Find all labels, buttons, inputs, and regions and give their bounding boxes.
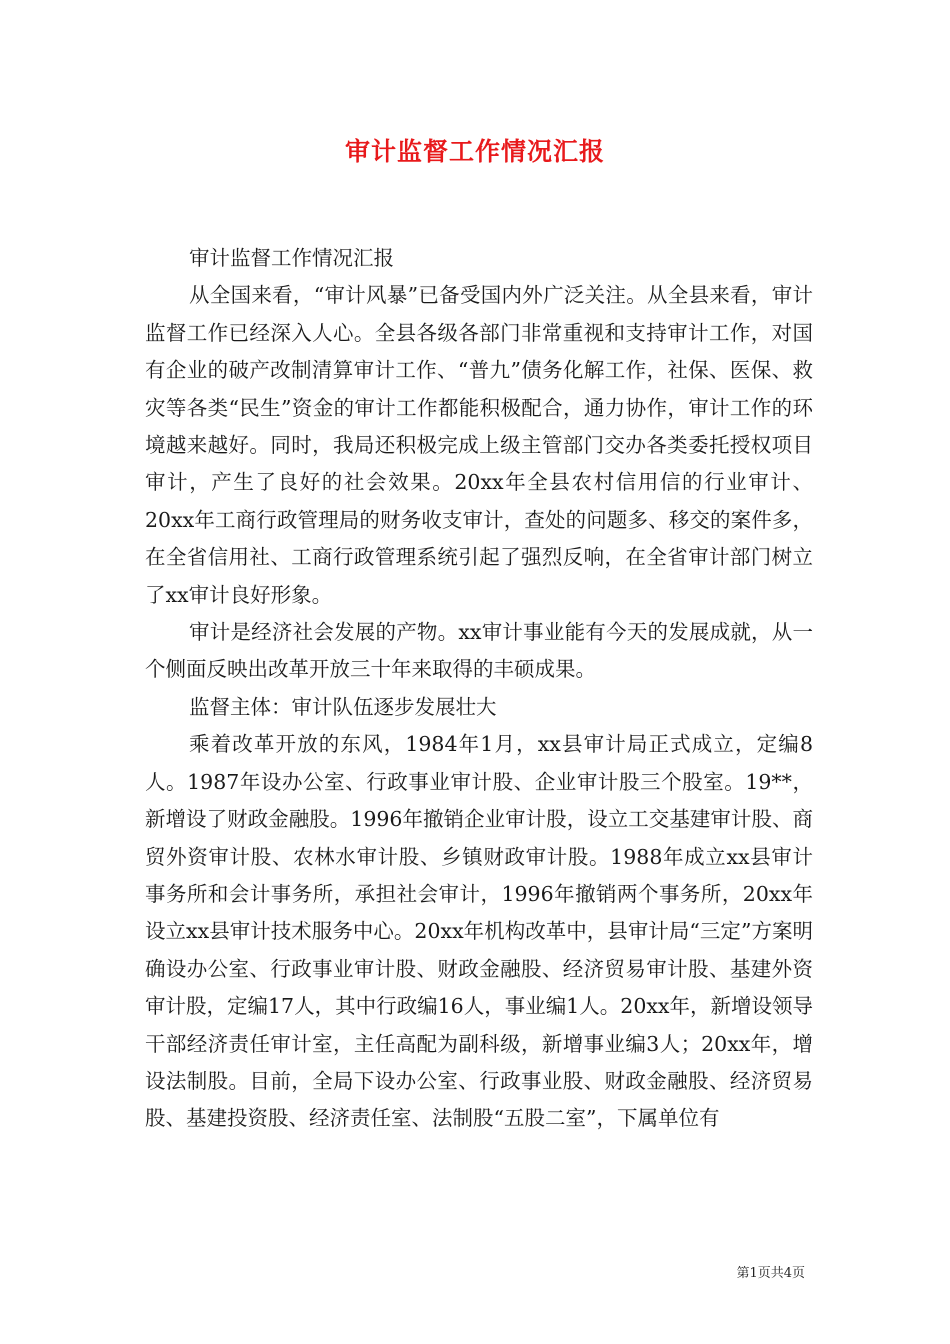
- document-body: [145, 240, 813, 1138]
- body-subtitle: 审计监督工作情况汇报: [189, 246, 394, 270]
- paragraph-institution-history: 乘着改革开放的东风，1984年1月，xx县审计局正式成立，定编8人。1987年设办公室、行政事业审计股、企业审计股三个股室。19**，新增设了财政金融股。1996年撤销企业审计股，设立工交基建审计股、商贸外资审计股、农林水审计股、乡镇财政审计股。1988年成立xx县审计事务所和会计事务所，承担社会审计，1996年撤销两个事务所，20xx年设立xx县审计技术服务中心。20xx年机构改革中，县审计局“三定”方案明确设办公室、行政事业审计股、财政金融股、经济贸易审计股、基建外资审计股，定编17人，其中行政编16人，事业编1人。20xx年，新增设领导干部经济责任审计室，主任高配为副科级，新增事业编3人；20xx年，增设法制股。目前，全局下设办公室、行政事业股、财政金融股、经济贸易股、基建投资股、经济责任室、法制股“五股二室”，下属单位有: [145, 732, 813, 1131]
- page-number-footer: 第1页共4页: [736, 1266, 805, 1281]
- paragraph-audit-development: 审计是经济社会发展的产物。xx审计事业能有今天的发展成就，从一个侧面反映出改革开放三十年来取得的丰硕成果。: [145, 620, 813, 682]
- paragraph-national-overview: 从全国来看，“审计风暴”已备受国内外广泛关注。从全县来看，审计监督工作已经深入人心。全县各级各部门非常重视和支持审计工作，对国有企业的破产改制清算审计工作、“普九”债务化解工作，社保、医保、救灾等各类“民生”资金的审计工作都能积极配合，通力协作，审计工作的环境越来越好。同时，我局还积极完成上级主管部门交办各类委托授权项目审计，产生了良好的社会效果。20xx年全县农村信用信的行业审计、20xx年工商行政管理局的财务收支审计，查处的问题多、移交的案件多，在全省信用社、工商行政管理系统引起了强烈反响，在全省审计部门树立了xx审计良好形象。: [145, 283, 813, 607]
- document-title: 审计监督工作情况汇报: [344, 137, 605, 166]
- section-heading-supervision-subject: 监督主体：审计队伍逐步发展壮大: [189, 694, 497, 719]
